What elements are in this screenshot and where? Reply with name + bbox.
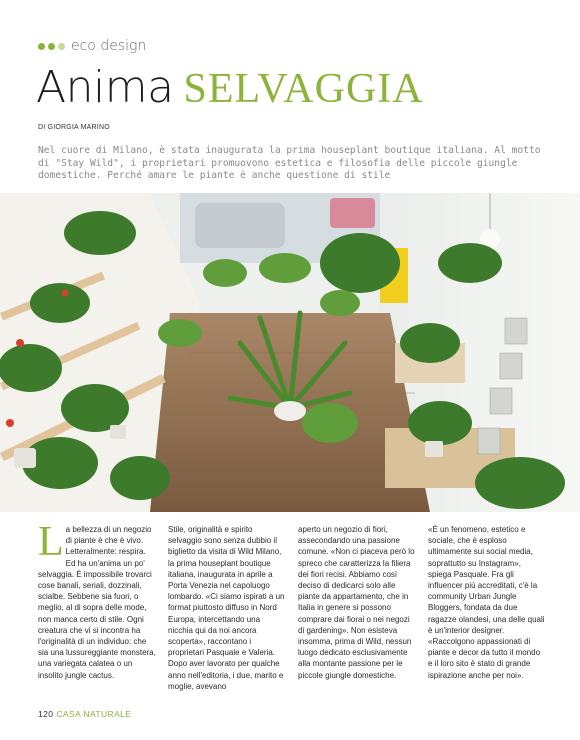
article-body: [38, 519, 546, 692]
intro-standfirst: Nel cuore di Milano, è stata inaugurata la prima houseplant boutique italiana. Al motto di "Stay Wild", i proprietari promuovono estetica e filosofia delle piccole giungle domestiche. Perché amare le piante è anche questione di stile: [38, 145, 541, 181]
kicker-label: eco design: [71, 38, 147, 54]
article-headline: [36, 62, 424, 113]
drop-cap: L: [38, 519, 64, 565]
body-column-3: aperto un negozio di fiori, assecondando una passione comune. «Non ci piaceva però lo spreco che caratterizza la filiera dei fiori recisi. Abbiamo così deciso di dedicarci solo alle piante da appartamento, che in Italia in genere si possono comprare dai fiorai o nei negozi di gardening». Non esisteva insomma, prima di Wild, nessun luogo dedicato esclusivamente alla montante passione per le piccole giungle domestiche.: [298, 525, 415, 680]
headline-part1: Anima: [36, 62, 174, 113]
magazine-name: CASA NATURALE: [56, 709, 132, 719]
body-column-1-text: a bellezza di un negozio di piante è che è vivo. Letteralmente: respira. Ed ha un'anima un po' selvaggia. È impossibile trovarci cose banali, seriali, dozzinali, scialbe. Sebbene sia fuori, o meglio, al di sopra delle mode, non manca certo di stile. Ogni creatura che vi si incontra ha l'originalità di un individuo: che sia una lussureggiante monstera, una variegata calatea o un insolito jungle cactus.: [38, 525, 156, 680]
body-column-2: Stile, originalità e spirito selvaggio sono senza dubbio il biglietto da visita di Wild Milano, la prima houseplant boutique italiana, inaugurata in aprile a Porta Venezia nel capoluogo lombardo. «Ci siamo ispirati a un format piuttosto diffuso in Nord Europa, intercettando una nicchia qui da noi ancora scoperta», raccontano i proprietari Pasquale e Valeria. Dopo aver lavorato per qualche anno nell'editoria, i due, marito e moglie, avevano: [168, 525, 285, 691]
page-number: 120: [38, 709, 54, 719]
section-kicker: [38, 38, 146, 54]
kicker-dots-icon: [38, 43, 65, 50]
body-column-4: «È un fenomeno, estetico e sociale, che è esploso ultimamente sui social media, soprattutto su Instagram», spiega Pasquale. Fra gli influencer più accreditati, c'è la community Urban Jungle Bloggers, fondata da due ragazze olandesi, una delle quali è un'interior designer. «Raccolgono appassionati di piante e decor da tutto il mondo e il loro sito è stato di grande ispirazione anche per noi».: [428, 525, 545, 680]
shop-interior-photo: [0, 193, 580, 512]
headline-part2: SELVAGGIA: [183, 66, 424, 112]
page-folio: [38, 709, 131, 719]
byline: DI GIORGIA MARINO: [38, 124, 110, 131]
body-column-1: [38, 519, 156, 692]
